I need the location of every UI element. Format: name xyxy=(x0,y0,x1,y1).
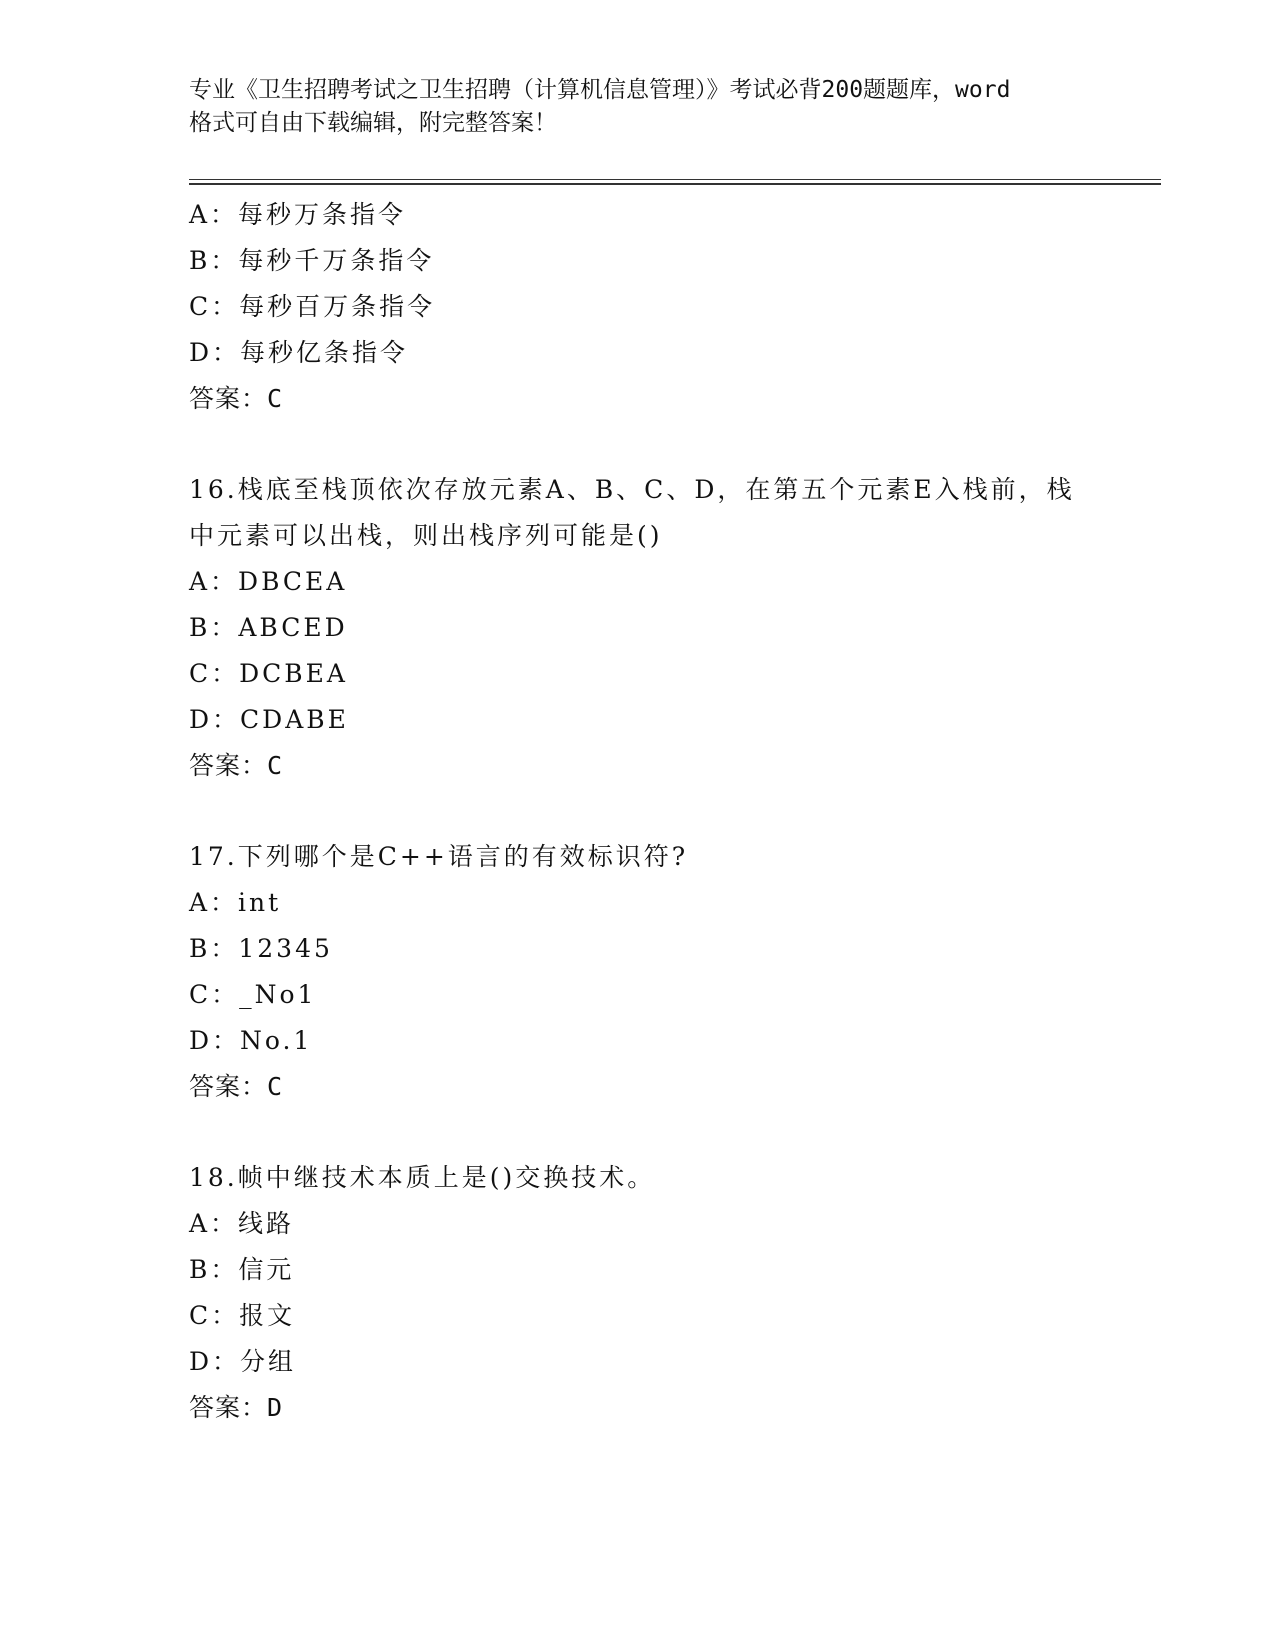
answer-line: 答案：C xyxy=(189,1072,284,1101)
header-title-line-1: 专业《卫生招聘考试之卫生招聘（计算机信息管理）》考试必背200题题库，word xyxy=(189,77,1011,103)
option-d: D：每秒亿条指令 xyxy=(189,338,409,367)
spacer xyxy=(189,1110,1149,1155)
option-a: A：线路 xyxy=(189,1209,295,1238)
question-list xyxy=(189,192,1149,1431)
option-c: C：每秒百万条指令 xyxy=(189,292,436,321)
option-a: A：int xyxy=(189,888,282,917)
header-title-line-2: 格式可自由下载编辑，附完整答案！ xyxy=(189,110,557,136)
option-d: D：分组 xyxy=(189,1347,297,1376)
spacer xyxy=(189,422,1149,467)
option-b: B：每秒千万条指令 xyxy=(189,246,435,275)
option-d: D：No.1 xyxy=(189,1026,313,1055)
option-b: B：ABCED xyxy=(189,613,348,642)
question-block-18 xyxy=(189,1155,1149,1431)
question-stem: 17.下列哪个是C++语言的有效标识符? xyxy=(189,842,689,871)
option-c: C：DCBEA xyxy=(189,659,348,688)
answer-line: 答案：C xyxy=(189,384,284,413)
option-b: B：12345 xyxy=(189,934,333,963)
document-header xyxy=(189,74,1089,140)
answer-line: 答案：D xyxy=(189,1393,284,1422)
option-a: A：每秒万条指令 xyxy=(189,200,407,229)
header-divider xyxy=(189,179,1161,185)
answer-line: 答案：C xyxy=(189,751,284,780)
option-c: C：报文 xyxy=(189,1301,296,1330)
option-d: D：CDABE xyxy=(189,705,349,734)
spacer xyxy=(189,789,1149,834)
question-stem: 18.帧中继技术本质上是()交换技术。 xyxy=(189,1163,656,1192)
question-block-17 xyxy=(189,834,1149,1110)
option-c: C：_No1 xyxy=(189,980,317,1009)
option-a: A：DBCEA xyxy=(189,567,348,596)
question-block-16 xyxy=(189,467,1149,789)
question-block-15 xyxy=(189,192,1149,422)
option-b: B：信元 xyxy=(189,1255,295,1284)
question-stem-line-2: 中元素可以出栈，则出栈序列可能是() xyxy=(189,521,663,550)
question-stem-line-1: 16.栈底至栈顶依次存放元素A、B、C、D，在第五个元素E入栈前，栈 xyxy=(189,475,1075,504)
